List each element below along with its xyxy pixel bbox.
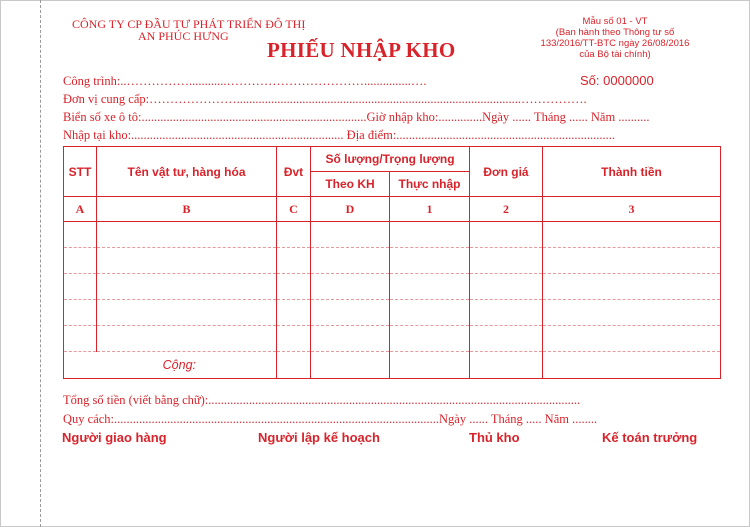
company-name-line2: AN PHÚC HƯNG	[138, 29, 229, 43]
field-bien-so-xe[interactable]: Biển số xe ô tô:........................................................................Giờ nhập kho:..............Ngày ...... Tháng ...... Năm ..........	[63, 110, 650, 124]
header-stt: STT	[64, 147, 97, 197]
form-number: Mẫu số 01 - VT	[582, 16, 648, 27]
col-letter-a: A	[64, 197, 97, 222]
table-row[interactable]	[64, 222, 721, 248]
form-note-3: của Bộ tài chính)	[579, 49, 651, 60]
col-letter-d: D	[311, 197, 390, 222]
field-don-vi-cung-cap[interactable]: Đơn vị cung cấp:…………………...........................................................................................…………….	[63, 92, 587, 106]
form-note-2: 133/2016/TT-BTC ngày 26/08/2016	[540, 38, 690, 49]
table-row[interactable]	[64, 300, 721, 326]
form-note-1: (Ban hành theo Thông tư số	[555, 27, 675, 38]
perforation-line	[40, 0, 41, 527]
table-row[interactable]	[64, 274, 721, 300]
table-row[interactable]	[64, 248, 721, 274]
document-title: PHIẾU NHẬP KHO	[267, 38, 456, 62]
header-dvt: Đvt	[277, 147, 311, 197]
header-theo-kh: Theo KH	[311, 172, 390, 197]
field-quy-cach[interactable]: Quy cách:........................................................................................................Ngày ...... Tháng ..... Năm ........	[63, 412, 598, 426]
signature-thu-kho: Thủ kho	[469, 430, 520, 445]
col-number-3: 3	[543, 197, 721, 222]
document-number: Số: 0000000	[580, 73, 654, 88]
header-so-luong: Số lượng/Trọng lượng	[311, 147, 470, 172]
header-thanh-tien: Thành tiền	[543, 147, 721, 197]
items-table	[63, 146, 721, 379]
field-tong-so-tien[interactable]: Tổng số tiền (viết bằng chữ):.......................................................................................................................	[63, 393, 581, 407]
total-label: Cộng:	[64, 352, 277, 379]
header-ten-vat-tu: Tên vật tư, hàng hóa	[97, 147, 277, 197]
col-number-2: 2	[470, 197, 543, 222]
table-row[interactable]	[64, 326, 721, 352]
total-row[interactable]	[64, 352, 721, 379]
field-nhap-tai-kho[interactable]: Nhập tại kho:.................................................................... Địa điểm:......................................................................	[63, 128, 616, 142]
form-info	[520, 16, 710, 60]
col-number-1: 1	[390, 197, 470, 222]
signature-nguoi-giao-hang: Người giao hàng	[62, 430, 167, 445]
col-letter-c: C	[277, 197, 311, 222]
signature-nguoi-lap-ke-hoach: Người lập kế hoạch	[258, 430, 380, 445]
field-cong-trinh[interactable]: Công trình:..……………............……………………………...............….	[63, 74, 427, 88]
company-name: CÔNG TY CP ĐẦU TƯ PHÁT TRIỂN ĐÔ THỊ	[72, 17, 306, 31]
signature-ke-toan-truong: Kế toán trưởng	[602, 430, 698, 445]
col-letter-b: B	[97, 197, 277, 222]
header-thuc-nhap: Thực nhập	[390, 172, 470, 197]
header-don-gia: Đơn giá	[470, 147, 543, 197]
